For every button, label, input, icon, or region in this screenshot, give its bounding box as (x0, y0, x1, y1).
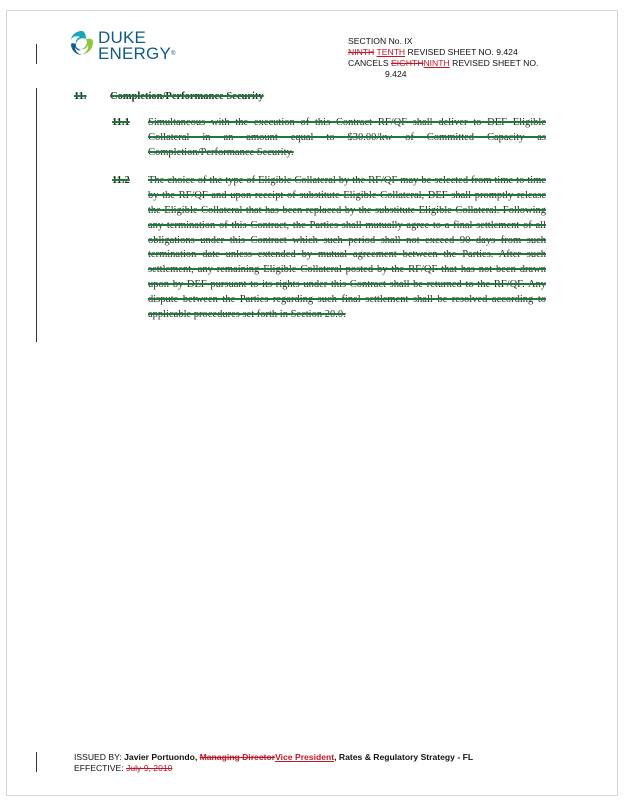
issued-by-label: ISSUED BY: (74, 752, 122, 762)
issuer-title-inserted: Vice President (275, 752, 335, 762)
cancels-sheet-number: 9.424 (385, 69, 407, 79)
section-number: SECTION No. IX (348, 36, 413, 46)
change-bar-footer (36, 752, 37, 772)
section-heading-title: Completion/Performance Security (110, 91, 264, 102)
paragraph-number: 11.2 (112, 175, 130, 187)
issuer-title-deleted: Managing Director (199, 752, 276, 762)
paragraph-text: The choice of the type of Eligible Collateral by the RF/QF may be selected from time to time by the RF/QF and upon receipt of substitute Eligible Collateral, DEF shall promptly release the Eligible Collateral that has been replaced by the substitute Eligible Collateral. Following any termination of this Contract, the Parties shall mutually agree to a final settlement of all obligations under this Contract which such period shall not exceed 90 days from such termination date unless extended by mutual agreement between the Parties. After such settlement, any remaining Eligible Collateral posted by the RF/QF that has not been drawn upon by DEF pursuant to its rights under this Contract shall be returned to the RF/QF. Any dispute between the Parties regarding such final settlement shall be resolved according to applicable procedures set forth in Section 20.0. (148, 175, 546, 320)
paragraph-text: Simultaneous with the execution of this Contract RF/QF shall deliver to DEF Eligible Collateral in an amount equal to $30.00/kw of Committed Capacity as Completion/Performance Security. (148, 117, 546, 158)
logo-line-duke: DUKE (98, 28, 147, 47)
sheet-rest-text: REVISED SHEET NO. 9.424 (407, 47, 518, 57)
logo-registered-mark: ® (171, 51, 176, 57)
cancels-prefix: CANCELS (348, 58, 389, 68)
duke-energy-logo (68, 29, 178, 69)
paragraph-11-1 (74, 116, 554, 160)
paragraph-11-2 (74, 174, 554, 322)
sheet-line (348, 47, 578, 58)
paragraph-number: 11.1 (112, 117, 130, 128)
sheet-header (348, 36, 578, 80)
effective-label: EFFECTIVE: (74, 763, 124, 773)
document-body (74, 90, 554, 322)
section-heading-number: 11. (74, 91, 87, 102)
effective-line (74, 763, 554, 774)
logo-wordmark (98, 30, 176, 62)
cancels-inserted-text: NINTH (423, 58, 450, 68)
issuer-title-rest: , Rates & Regulatory Strategy - FL (334, 752, 474, 762)
effective-date-deleted: July 9, 2010 (126, 763, 173, 773)
cancels-line (348, 58, 578, 69)
sheet-deleted-text: NINTH (348, 47, 375, 57)
duke-energy-swirl-icon (68, 29, 96, 57)
sheet-inserted-text: TENTH (376, 47, 406, 57)
section-heading (74, 90, 554, 104)
issued-by-line (74, 752, 554, 763)
sheet-footer (74, 752, 554, 774)
change-bar-body (36, 88, 37, 342)
cancels-rest-text: REVISED SHEET NO. (452, 58, 539, 68)
change-bar-top (36, 44, 37, 64)
cancels-deleted-text: EIGHTH (390, 58, 424, 68)
issuer-name: Javier Portuondo, (124, 752, 198, 762)
logo-line-energy: ENERGY (98, 44, 171, 63)
